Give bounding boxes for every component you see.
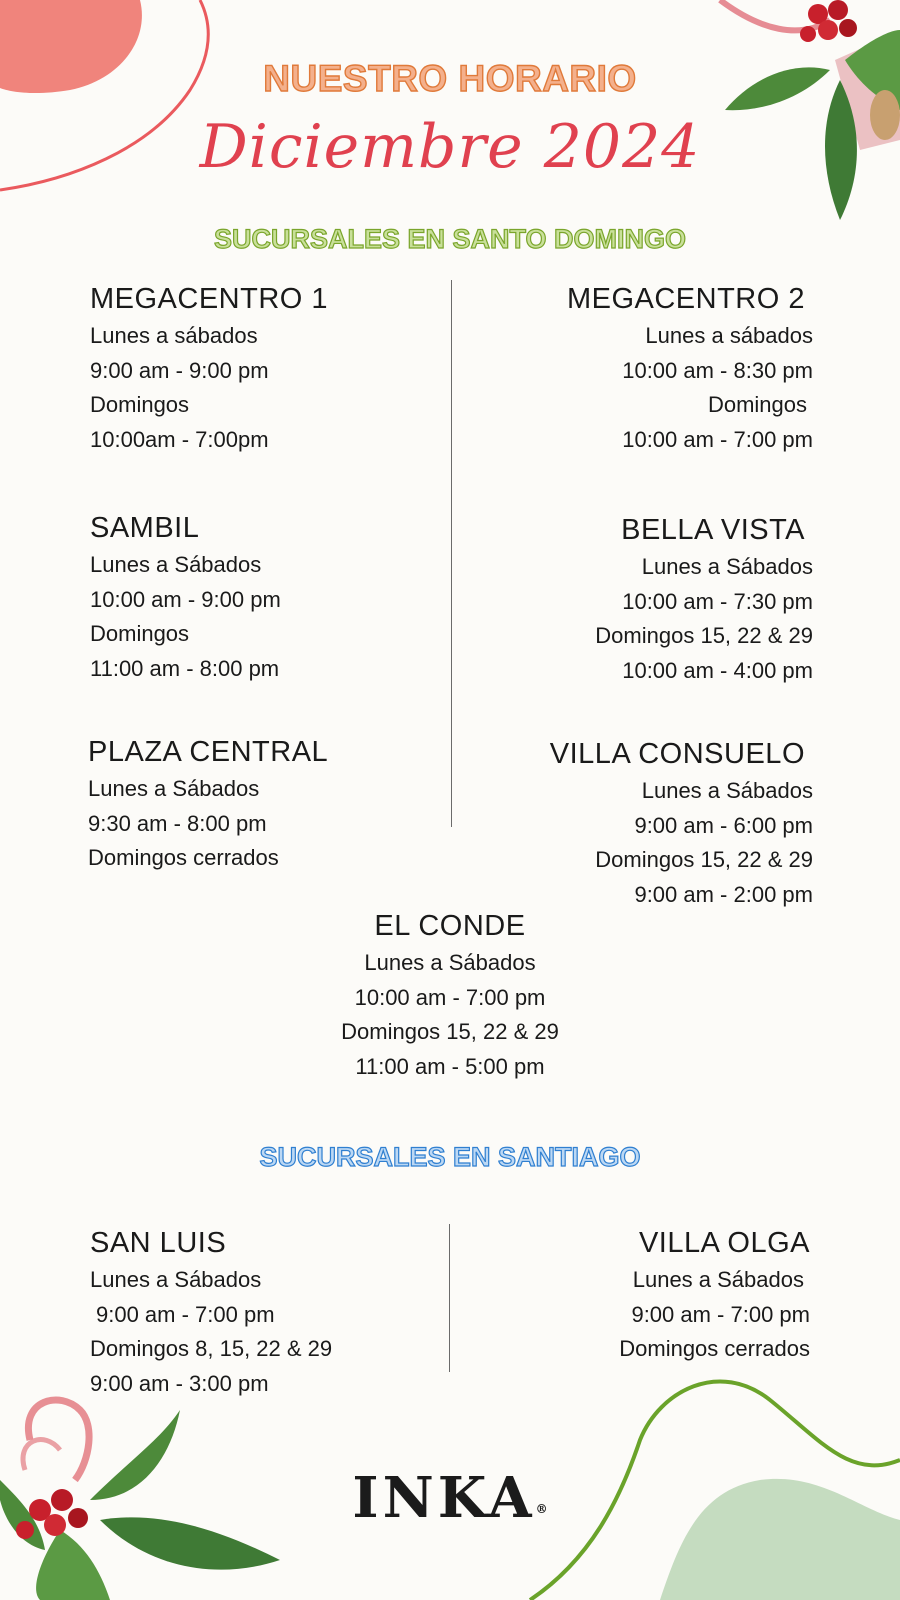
weekday-hours: 10:00 am - 9:00 pm [90,586,281,612]
branch-megacentro-1 [90,279,328,457]
holly-icon [720,0,900,220]
sunday-label: Domingos cerrados [619,1336,810,1361]
section-title-santo-domingo: SUCURSALES EN SANTO DOMINGO [213,224,687,254]
branch-name: VILLA CONSUELO [549,738,805,770]
weekday-hours: 10:00 am - 7:00 pm [354,984,546,1010]
branch-villa-consuelo [550,734,813,912]
sunday-hours: 11:00 am - 8:00 pm [90,655,280,681]
branch-name: EL CONDE [374,910,526,942]
weekday-label: Lunes a sábados [645,323,813,348]
weekday-label: Lunes a Sábados [641,778,813,803]
brand-logo [0,1465,900,1531]
weekday-hours: 9:00 am - 9:00 pm [90,357,269,383]
branch-name: BELLA VISTA [621,514,805,546]
registered-mark: ® [535,1502,548,1516]
weekday-label: Lunes a Sábados [88,776,260,801]
sunday-label: Domingos [707,392,807,417]
sunday-hours: 10:00 am - 7:00 pm [622,426,813,452]
column-divider [449,1224,450,1372]
branch-name: VILLA OLGA [638,1227,810,1259]
branch-bella-vista [595,510,813,688]
branch-san-luis [90,1223,332,1401]
sunday-label: Domingos 15, 22 & 29 [595,623,813,648]
brand-logo-text: INKA [352,1465,536,1531]
sunday-label: Domingos [90,392,190,417]
weekday-hours: 10:00 am - 7:30 pm [622,588,813,614]
sunday-hours: 11:00 am - 5:00 pm [355,1053,545,1079]
sunday-hours: 9:00 am - 2:00 pm [634,881,813,907]
branch-plaza-central [88,732,328,876]
branch-sambil [90,508,281,686]
sunday-label: Domingos [90,621,190,646]
branch-name: MEGACENTRO 1 [90,283,329,315]
sunday-label: Domingos 15, 22 & 29 [341,1019,559,1044]
page-headline: NUESTRO HORARIO [263,58,637,99]
branch-name: PLAZA CENTRAL [88,736,329,768]
column-divider [451,280,452,827]
weekday-label: Lunes a sábados [90,323,258,348]
sunday-label: Domingos 15, 22 & 29 [595,847,813,872]
branch-megacentro-2 [567,279,813,457]
weekday-label: Lunes a Sábados [364,950,536,975]
sunday-label: Domingos 8, 15, 22 & 29 [90,1336,333,1361]
sunday-hours: 10:00 am - 4:00 pm [622,657,813,683]
month-title: Diciembre 2024 [199,112,701,182]
weekday-label: Lunes a Sábados [641,554,813,579]
section-title-santiago: SUCURSALES EN SANTIAGO [259,1142,641,1172]
weekday-hours: 9:00 am - 7:00 pm [631,1301,810,1327]
weekday-hours: 9:30 am - 8:00 pm [88,810,267,836]
weekday-hours: 10:00 am - 8:30 pm [622,357,813,383]
sunday-label: Domingos cerrados [88,845,279,870]
weekday-label: Lunes a Sábados [90,552,262,577]
branch-name: SAN LUIS [90,1227,227,1259]
weekday-hours: 9:00 am - 6:00 pm [634,812,813,838]
branch-villa-olga [619,1223,810,1367]
weekday-hours: 9:00 am - 7:00 pm [96,1301,275,1327]
weekday-label: Lunes a Sábados [90,1267,262,1292]
sunday-hours: 10:00am - 7:00pm [90,426,269,452]
branch-name: SAMBIL [90,512,200,544]
sunday-hours: 9:00 am - 3:00 pm [90,1370,269,1396]
branch-name: MEGACENTRO 2 [566,283,805,315]
weekday-label: Lunes a Sábados [632,1267,804,1292]
branch-el-conde [250,906,650,1084]
